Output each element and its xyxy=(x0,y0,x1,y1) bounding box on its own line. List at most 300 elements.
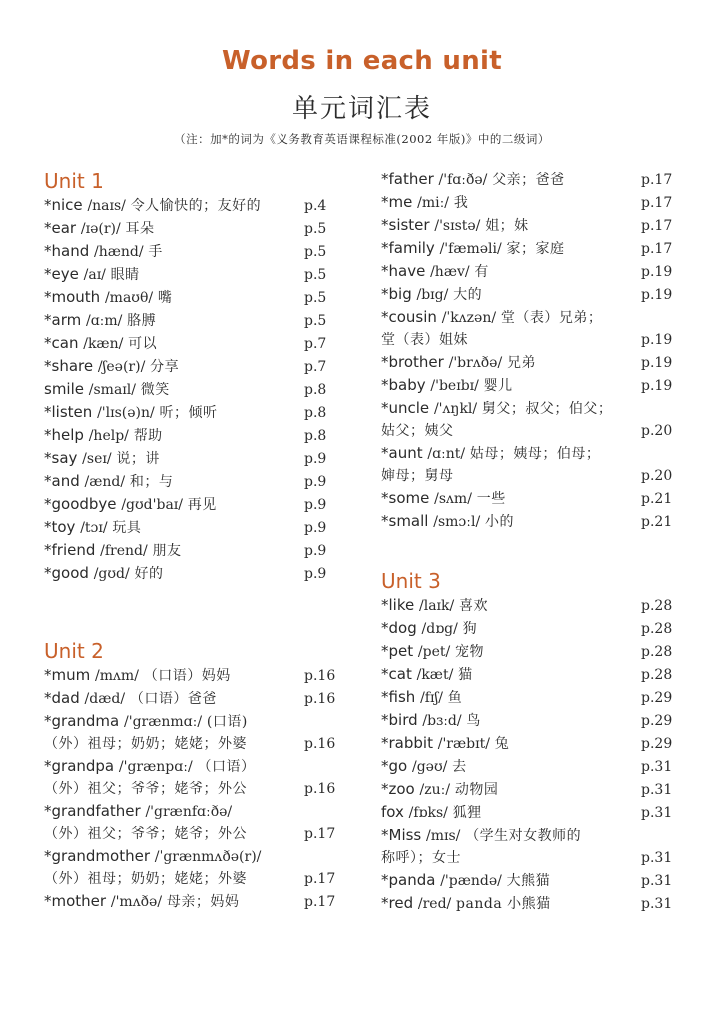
entry-text xyxy=(381,801,641,824)
entry-word: *some xyxy=(381,489,430,507)
entry-page: p.19 xyxy=(641,287,673,303)
entry-phonetic: /fɪʃ/ xyxy=(420,690,443,706)
entry-line xyxy=(44,240,304,263)
entry-page: p.19 xyxy=(641,378,673,394)
entry-meaning: 说；讲 xyxy=(116,451,160,467)
entry-page: p.28 xyxy=(641,598,673,614)
entry-phonetic: /seɪ/ xyxy=(82,451,112,467)
entry-page: p.7 xyxy=(304,336,327,352)
entry-meaning: 兔 xyxy=(494,736,510,752)
vocab-entry xyxy=(44,755,344,800)
entry-word: *share xyxy=(44,357,94,375)
entry-line xyxy=(381,824,641,847)
entry-line xyxy=(44,447,304,470)
entry-page: p.29 xyxy=(641,690,673,706)
entry-line xyxy=(44,424,304,447)
entry-page: p.7 xyxy=(304,359,327,375)
entry-text xyxy=(44,286,304,309)
entry-line xyxy=(381,686,641,709)
entry-page: p.19 xyxy=(641,355,673,371)
entry-page: p.28 xyxy=(641,621,673,637)
entry-phonetic: /red/ xyxy=(417,896,452,912)
entry-page: p.31 xyxy=(641,805,673,821)
entry-meaning-continued: （外）祖母；奶奶；姥姥；外婆 xyxy=(44,736,247,752)
entry-phonetic: /'fɑːðə/ xyxy=(438,172,488,188)
entry-word: *big xyxy=(381,285,412,303)
entry-text xyxy=(381,397,641,442)
page-subtitle: 单元词汇表 xyxy=(291,94,432,124)
entry-word: *friend xyxy=(44,541,96,559)
entry-text xyxy=(44,470,304,493)
entry-meaning: 动物园 xyxy=(454,782,499,798)
entry-word: *hand xyxy=(44,242,90,260)
entry-text xyxy=(44,447,304,470)
entry-text xyxy=(44,217,304,240)
entry-page: p.31 xyxy=(641,850,673,866)
entry-page: p.9 xyxy=(304,543,327,559)
entry-line xyxy=(44,355,304,378)
entry-meaning-continued: 称呼）；女士 xyxy=(381,850,461,866)
entry-page: p.21 xyxy=(641,491,673,507)
entry-page: p.31 xyxy=(641,896,673,912)
vocab-entry xyxy=(44,424,344,447)
vocab-entry xyxy=(44,447,344,470)
entry-word: *toy xyxy=(44,518,76,536)
entry-text xyxy=(381,824,641,869)
entry-meaning: 好的 xyxy=(134,566,164,582)
entry-phonetic: /aɪ/ xyxy=(83,267,106,283)
entry-word: *help xyxy=(44,426,84,444)
entry-line xyxy=(381,510,641,533)
vocab-entry xyxy=(44,194,344,217)
entry-phonetic: /maʊθ/ xyxy=(104,290,154,306)
entry-page: p.8 xyxy=(304,428,327,444)
entry-meaning: 姑母；姨母；伯母； xyxy=(469,446,601,462)
entry-phonetic: /'pændə/ xyxy=(440,873,502,889)
vocab-entry xyxy=(44,710,344,755)
entry-page: p.19 xyxy=(641,332,673,348)
entry-text xyxy=(44,401,304,424)
vocab-entry xyxy=(44,286,344,309)
entry-word: *say xyxy=(44,449,78,467)
entry-page: p.9 xyxy=(304,451,327,467)
vocab-entry xyxy=(44,845,344,890)
vocab-entry xyxy=(381,487,681,510)
entry-phonetic: /gʊd'baɪ/ xyxy=(121,497,183,513)
entry-text xyxy=(44,332,304,355)
entry-meaning: （口语）妈妈 xyxy=(143,668,231,684)
entry-text xyxy=(44,539,304,562)
entry-page: p.17 xyxy=(304,826,336,842)
entry-page: p.17 xyxy=(641,172,673,188)
unit-heading: Unit 1 xyxy=(44,169,104,193)
vocab-entry xyxy=(381,755,681,778)
entry-page: p.17 xyxy=(641,195,673,211)
entry-word: *ear xyxy=(44,219,77,237)
entry-meaning: 有 xyxy=(474,264,489,280)
entry-word: *go xyxy=(381,757,408,775)
entry-text xyxy=(44,309,304,332)
entry-meaning: 狐狸 xyxy=(452,805,482,821)
unit-2-block xyxy=(44,638,344,913)
entry-text xyxy=(381,686,641,709)
entry-word: *arm xyxy=(44,311,82,329)
entry-phonetic: /fɒks/ xyxy=(408,805,448,821)
entry-page: p.8 xyxy=(304,382,327,398)
entry-page: p.9 xyxy=(304,474,327,490)
entry-page: p.8 xyxy=(304,405,327,421)
entry-line xyxy=(381,283,641,306)
entry-meaning: 大的 xyxy=(453,287,483,303)
vocab-entry xyxy=(381,778,681,801)
entry-line xyxy=(381,374,641,397)
vocab-entry xyxy=(44,240,344,263)
entry-line xyxy=(381,351,641,374)
entry-word: *panda xyxy=(381,871,436,889)
entry-phonetic: /'mʌðə/ xyxy=(110,894,163,910)
entry-text xyxy=(381,374,641,397)
entry-line xyxy=(381,709,641,732)
entry-text xyxy=(381,663,641,686)
entry-meaning: 猫 xyxy=(458,667,473,683)
page-note: （注：加*的词为《义务教育英语课程标准(2002 年版)》中的二级词） xyxy=(174,132,550,146)
entry-word: smile xyxy=(44,380,84,398)
entry-phonetic: /smaɪl/ xyxy=(88,382,136,398)
entry-word: *Miss xyxy=(381,826,422,844)
vocab-entry xyxy=(44,263,344,286)
entry-meaning: 堂（表）兄弟； xyxy=(500,310,603,326)
entry-word: *have xyxy=(381,262,426,280)
entry-page: p.31 xyxy=(641,873,673,889)
entry-phonetic: /'grænfɑːðə/ xyxy=(145,804,233,820)
entry-line xyxy=(44,263,304,286)
entry-meaning: 朋友 xyxy=(152,543,182,559)
entry-meaning: 兄弟 xyxy=(506,355,536,371)
entry-word: *nice xyxy=(44,196,83,214)
entry-phonetic: /pet/ xyxy=(417,644,451,660)
entry-phonetic: /hænd/ xyxy=(94,244,144,260)
entry-line xyxy=(381,778,641,801)
entry-meaning: 大熊猫 xyxy=(506,873,551,889)
vocab-entry xyxy=(44,217,344,240)
entry-meaning: 听；倾听 xyxy=(159,405,218,421)
entry-line xyxy=(381,237,641,260)
unit-1-block xyxy=(44,168,344,585)
entry-line xyxy=(381,755,641,778)
entry-text xyxy=(381,640,641,663)
entry-meaning: 再见 xyxy=(187,497,217,513)
entry-word: *goodbye xyxy=(44,495,117,513)
vocab-entry xyxy=(381,640,681,663)
entry-word: *red xyxy=(381,894,414,912)
entry-page: p.16 xyxy=(304,668,336,684)
entry-line xyxy=(44,539,304,562)
entry-line xyxy=(44,378,304,401)
entry-page: p.17 xyxy=(641,218,673,234)
entry-text xyxy=(381,351,641,374)
entry-text xyxy=(381,617,641,640)
entry-text xyxy=(381,442,641,487)
entry-word: *family xyxy=(381,239,435,257)
entry-meaning: 鱼 xyxy=(447,690,463,706)
entry-text xyxy=(44,845,304,890)
entry-phonetic: /'fæməli/ xyxy=(439,241,502,257)
entry-meaning: 嘴 xyxy=(157,290,173,306)
vocab-entry xyxy=(381,351,681,374)
entry-word: *good xyxy=(44,564,89,582)
entry-meaning-continued: （外）祖母；奶奶；姥姥；外婆 xyxy=(44,871,247,887)
entry-page: p.9 xyxy=(304,520,327,536)
entry-page: p.9 xyxy=(304,497,327,513)
entry-word: *pet xyxy=(381,642,414,660)
entry-page: p.17 xyxy=(641,241,673,257)
entry-word: *mother xyxy=(44,892,107,910)
entry-page: p.5 xyxy=(304,290,327,306)
vocab-entry xyxy=(44,516,344,539)
entry-phonetic: /'brʌðə/ xyxy=(448,355,503,371)
entry-page: p.21 xyxy=(641,514,673,530)
entry-word: *bird xyxy=(381,711,418,729)
entry-text xyxy=(44,710,304,755)
entry-phonetic: /bɪg/ xyxy=(416,287,449,303)
entry-page: p.16 xyxy=(304,781,336,797)
entry-meaning: 宠物 xyxy=(455,644,485,660)
vocab-entry xyxy=(381,617,681,640)
entry-page: p.16 xyxy=(304,736,336,752)
entry-word: *listen xyxy=(44,403,93,421)
entry-word: *mum xyxy=(44,666,91,684)
vocab-entry xyxy=(381,892,681,915)
entry-word: *rabbit xyxy=(381,734,433,752)
entry-meaning: 眼睛 xyxy=(110,267,140,283)
entry-line xyxy=(381,442,641,465)
entry-meaning: 母亲；妈妈 xyxy=(166,894,240,910)
entry-line xyxy=(381,892,641,915)
entry-phonetic: /miː/ xyxy=(417,195,450,211)
vocab-entry xyxy=(381,801,681,824)
unit-heading: Unit 2 xyxy=(44,639,104,663)
entry-text xyxy=(44,493,304,516)
entry-page: p.5 xyxy=(304,267,327,283)
entry-meaning: 微笑 xyxy=(140,382,170,398)
entry-text xyxy=(44,890,304,913)
entry-phonetic: /mʌm/ xyxy=(95,668,139,684)
entry-phonetic: /ˈkʌzən/ xyxy=(441,310,497,326)
entry-word: *grandfather xyxy=(44,802,141,820)
entry-text xyxy=(381,778,641,801)
entry-page: p.5 xyxy=(304,244,327,260)
entry-phonetic: /gʊd/ xyxy=(93,566,130,582)
entry-meaning: 手 xyxy=(148,244,163,260)
vocab-entry xyxy=(44,309,344,332)
entry-line xyxy=(44,845,304,868)
entry-word: *can xyxy=(44,334,79,352)
entry-meaning: 分享 xyxy=(150,359,180,375)
entry-meaning: 家；家庭 xyxy=(506,241,565,257)
entry-line xyxy=(44,332,304,355)
entry-phonetic: /'lɪs(ə)n/ xyxy=(97,405,155,421)
vocab-entry xyxy=(381,442,681,487)
entry-word: *grandpa xyxy=(44,757,115,775)
entry-meaning: 令人愉快的；友好的 xyxy=(130,198,262,214)
vocab-entry xyxy=(44,332,344,355)
entry-phonetic: /mɪs/ xyxy=(426,828,461,844)
entry-page: p.31 xyxy=(641,782,673,798)
vocab-entry xyxy=(44,401,344,424)
vocab-entry xyxy=(381,306,681,351)
entry-text xyxy=(381,709,641,732)
entry-meaning: panda 小熊猫 xyxy=(456,896,551,912)
entry-meaning: 小的 xyxy=(484,514,514,530)
entry-text xyxy=(44,378,304,401)
entry-text xyxy=(381,214,641,237)
unit-3-block xyxy=(381,568,681,915)
vocab-entry xyxy=(381,686,681,709)
entry-word: *like xyxy=(381,596,415,614)
entry-text xyxy=(381,306,641,351)
entry-text xyxy=(381,594,641,617)
entry-phonetic: /ɑːm/ xyxy=(86,313,123,329)
entry-phonetic: /ænd/ xyxy=(84,474,126,490)
entry-word: *brother xyxy=(381,353,444,371)
entry-text xyxy=(44,424,304,447)
entry-phonetic: /'beɪbɪ/ xyxy=(430,378,479,394)
entry-page: p.9 xyxy=(304,566,327,582)
entry-word: *small xyxy=(381,512,429,530)
entry-phonetic: /'sɪstə/ xyxy=(434,218,481,234)
entry-line xyxy=(381,487,641,510)
entry-text xyxy=(44,194,304,217)
vocab-entry xyxy=(44,890,344,913)
entry-line xyxy=(381,306,641,329)
entry-meaning: 姐；妹 xyxy=(485,218,529,234)
vocab-entry xyxy=(381,824,681,869)
entry-meaning-continued: 姑父；姨父 xyxy=(381,423,454,439)
entry-meaning: 舅父；叔父；伯父； xyxy=(481,401,613,417)
entry-phonetic: /'grænpɑː/ xyxy=(118,759,193,775)
entry-word: *uncle xyxy=(381,399,430,417)
entry-line xyxy=(44,710,304,733)
entry-word: *cat xyxy=(381,665,412,683)
entry-phonetic: /'ʌŋkl/ xyxy=(433,401,478,417)
entry-text xyxy=(381,487,641,510)
entry-phonetic: /ˈgrænmʌðə(r)/ xyxy=(154,849,262,865)
entry-word: *zoo xyxy=(381,780,415,798)
entry-meaning: 喜欢 xyxy=(459,598,488,614)
entry-word: *fish xyxy=(381,688,416,706)
vocab-entry xyxy=(381,374,681,397)
entry-phonetic: /dɒg/ xyxy=(421,621,458,637)
entry-text xyxy=(44,263,304,286)
entry-word: *eye xyxy=(44,265,79,283)
entry-page: p.20 xyxy=(641,423,673,439)
entry-page: p.17 xyxy=(304,894,336,910)
entry-page: p.17 xyxy=(304,871,336,887)
entry-word: *me xyxy=(381,193,413,211)
vocab-entry xyxy=(381,709,681,732)
entry-text xyxy=(44,240,304,263)
vocab-entry xyxy=(381,283,681,306)
entry-phonetic: /'ræbɪt/ xyxy=(437,736,490,752)
entry-text xyxy=(381,237,641,260)
entry-text xyxy=(381,732,641,755)
entry-word: *father xyxy=(381,170,434,188)
entry-page: p.16 xyxy=(304,691,336,707)
entry-word: *and xyxy=(44,472,80,490)
entry-text xyxy=(381,168,641,191)
entry-line xyxy=(381,260,641,283)
entry-meaning: （口语） xyxy=(197,759,256,775)
entry-text xyxy=(381,260,641,283)
entry-word: *grandma xyxy=(44,712,120,730)
entry-phonetic: /kæn/ xyxy=(83,336,124,352)
entry-line xyxy=(381,168,641,191)
vocab-entry xyxy=(381,510,681,533)
entry-line xyxy=(381,869,641,892)
entry-text xyxy=(44,664,304,687)
entry-meaning: 可以 xyxy=(128,336,158,352)
entry-line xyxy=(381,663,641,686)
entry-meaning: 婴儿 xyxy=(483,378,513,394)
vocab-entry xyxy=(381,168,681,191)
entry-page: p.31 xyxy=(641,759,673,775)
entry-phonetic: /frend/ xyxy=(100,543,148,559)
entry-line xyxy=(381,594,641,617)
unit-2-continued-block xyxy=(381,168,681,533)
entry-line xyxy=(381,640,641,663)
entry-text xyxy=(44,516,304,539)
entry-page: p.4 xyxy=(304,198,327,214)
entry-page: p.19 xyxy=(641,264,673,280)
page-title: Words in each unit xyxy=(222,46,502,76)
entry-line xyxy=(381,801,641,824)
entry-line xyxy=(44,562,304,585)
vocab-entry xyxy=(381,869,681,892)
entry-line xyxy=(44,401,304,424)
entry-phonetic: /bɜːd/ xyxy=(422,713,462,729)
entry-line xyxy=(44,194,304,217)
entry-page: p.20 xyxy=(641,468,673,484)
entry-phonetic: /sʌm/ xyxy=(434,491,472,507)
left-column xyxy=(44,168,344,910)
entry-word: *cousin xyxy=(381,308,437,326)
entry-phonetic: /tɔɪ/ xyxy=(80,520,108,536)
entry-page: p.28 xyxy=(641,644,673,660)
vocab-entry xyxy=(44,562,344,585)
entry-text xyxy=(44,687,304,710)
entry-line xyxy=(44,516,304,539)
entry-phonetic: /smɔːl/ xyxy=(433,514,481,530)
entry-meaning: 帮助 xyxy=(133,428,163,444)
vocab-entry xyxy=(381,663,681,686)
vocab-entry xyxy=(44,493,344,516)
entry-page: p.29 xyxy=(641,713,673,729)
entry-line xyxy=(44,217,304,240)
entry-meaning: (口语) xyxy=(206,714,248,730)
vocab-entry xyxy=(381,397,681,442)
entry-word: *mouth xyxy=(44,288,101,306)
entry-phonetic: /dæd/ xyxy=(84,691,126,707)
entry-phonetic: /ʃeə(r)/ xyxy=(97,359,146,375)
entry-word: *sister xyxy=(381,216,430,234)
entry-line xyxy=(381,191,641,214)
entry-meaning: 一些 xyxy=(476,491,506,507)
entry-text xyxy=(44,355,304,378)
entry-text xyxy=(381,869,641,892)
entry-phonetic: /help/ xyxy=(88,428,129,444)
entry-meaning: （学生对女教师的 xyxy=(465,828,582,844)
vocab-entry xyxy=(381,237,681,260)
